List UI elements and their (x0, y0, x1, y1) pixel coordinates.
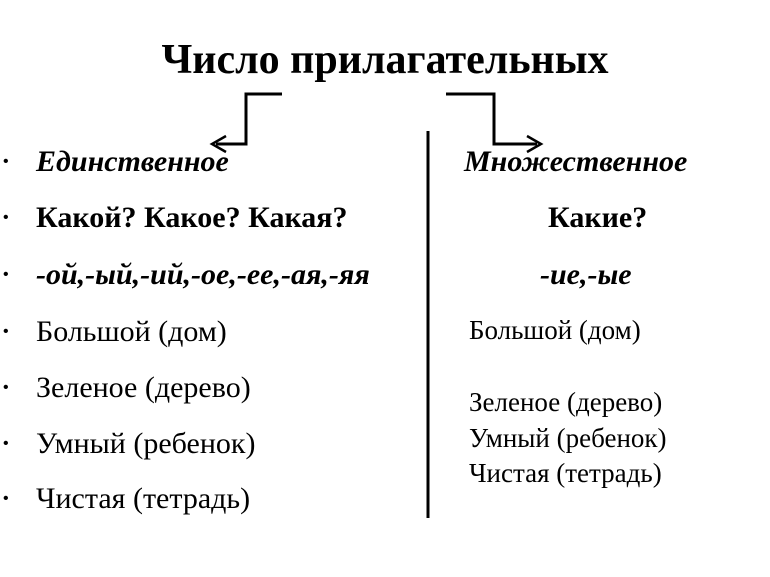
plural-endings: -ие,-ые (540, 258, 632, 291)
page-title: Число прилагательных (161, 37, 609, 83)
list-item (0, 368, 440, 408)
bullet-icon: • (3, 266, 9, 283)
plural-heading: Множественное (464, 145, 688, 178)
plural-example: Умный (ребенок) (469, 423, 667, 453)
plural-example: Зеленое (дерево) (469, 387, 663, 417)
plural-example: Чистая (тетрадь) (469, 458, 662, 488)
singular-heading: Единственное (36, 145, 229, 178)
singular-question: Какой? Какое? Какая? (36, 201, 348, 234)
bullet-icon: • (3, 379, 9, 396)
list-item (0, 424, 440, 464)
right-connector-line (446, 94, 537, 144)
singular-endings: -ой,-ый,-ий,-ое,-ее,-ая,-яя (36, 258, 370, 291)
bullet-icon: • (3, 153, 9, 170)
singular-example: Большой (дом) (36, 315, 227, 348)
list-item (0, 255, 440, 295)
bullet-icon: • (3, 209, 9, 226)
plural-question: Какие? (548, 201, 648, 234)
bullet-icon: • (3, 435, 9, 452)
singular-example: Умный (ребенок) (36, 427, 256, 460)
singular-example: Чистая (тетрадь) (36, 482, 251, 515)
plural-example: Большой (дом) (469, 315, 641, 345)
list-item (0, 312, 440, 352)
singular-example: Зеленое (дерево) (36, 371, 251, 404)
bullet-icon: • (3, 490, 9, 507)
list-item (0, 479, 440, 519)
bullet-icon: • (3, 323, 9, 340)
list-item (0, 198, 440, 238)
list-item (0, 142, 440, 182)
